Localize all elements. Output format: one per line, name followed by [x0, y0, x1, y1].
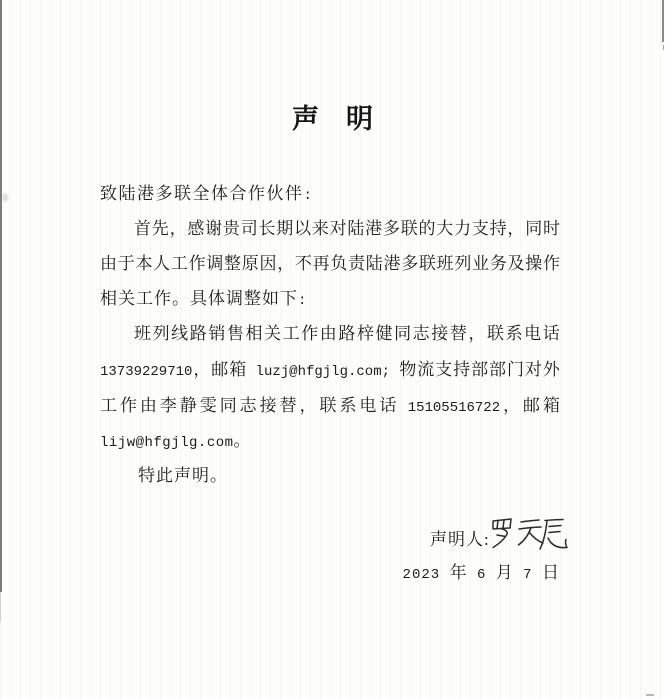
scan-left-edge-line: [0, 0, 2, 592]
paragraph2-line2-contact-luzijian: 13739229710 ， 邮 箱 luzj@hfgjlg.com; 物 流 支 持 部 部 门 对 外: [100, 360, 560, 380]
scan-right-edge-line: [662, 0, 664, 42]
scan-bottom-mark: [646, 694, 654, 696]
paragraph1-line3: 相关工作。具体调整如下:: [100, 289, 308, 309]
scan-right-edge-dash: [663, 45, 664, 50]
scan-left-edge-tail: [0, 592, 1, 622]
paragraph2-line1: 班 列 线 路 销 售 相 关 工 作 由 路 梓 健 同 志 接 替 ， 联 系 电 话: [134, 324, 560, 343]
salutation-line: 致陆港多联全体合作伙伴:: [100, 184, 314, 204]
scan-smudge: [2, 193, 8, 202]
paragraph2-line3-contact-lijingwen: 工 作 由 李 静 雯 同 志 接 替 ， 联 系 电 话 15105516722 ， 邮 箱: [100, 396, 560, 416]
document-title: 声 明: [292, 104, 373, 135]
signature-label: 声明人:: [430, 530, 490, 549]
closing-line: 特此声明。: [138, 466, 228, 485]
handwritten-signature: [489, 511, 571, 563]
paragraph2-line4-email: lijw@hfgjlg.com。: [100, 431, 252, 451]
date-line: 2023 年 6 月 7 日: [402, 563, 560, 583]
paragraph1-line1: 首 先 ， 感 谢 贵 司 长 期 以 来 对 陆 港 多 联 的 大 力 支 持 ， 同 时: [134, 219, 560, 238]
paragraph1-line2: 由 于 本 人 工 作 调 整 原 因 ， 不 再 负 责 陆 港 多 联 班 列 业 务 及 操 作: [100, 254, 560, 273]
